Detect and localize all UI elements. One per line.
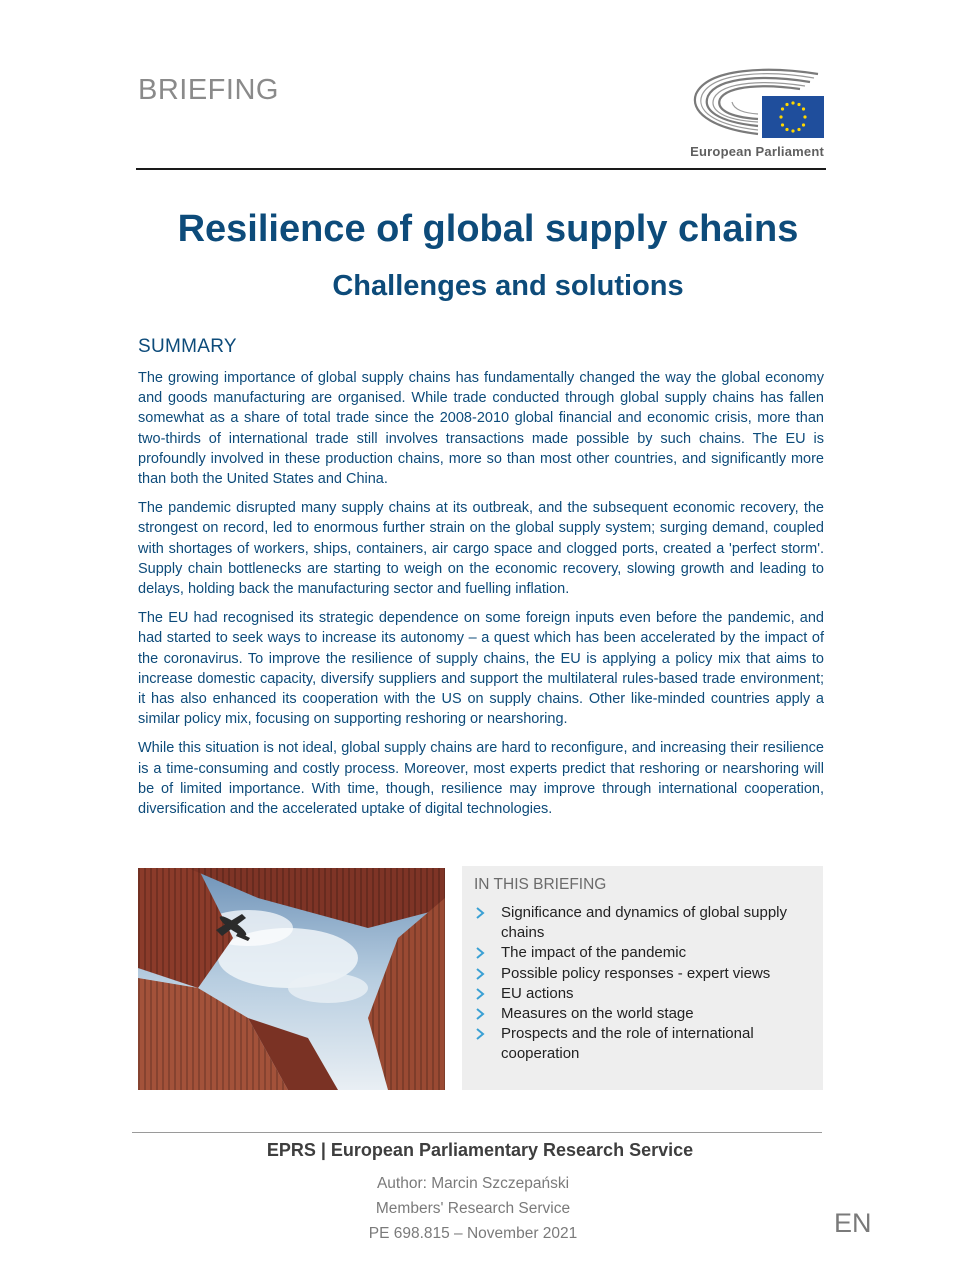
summary-heading: SUMMARY — [138, 336, 237, 357]
toc-item[interactable] — [474, 1004, 811, 1024]
chevron-right-icon — [474, 946, 486, 960]
summary-paragraph: While this situation is not ideal, global supply chains are hard to reconfigure, and increasing their resilience is a time-consuming and costly process. Moreover, most experts predict that reshoring or nearshoring will be of limited importance. With time, though, resilience may improve through international cooperation, diversification and the accelerated uptake of digital technologies. — [138, 740, 824, 818]
summary-paragraph: The growing importance of global supply chains has fundamentally changed the way the global economy and goods manufacturing are organised. While trade conducted through global supply chains has fallen somewhat as a share of total trade since the 2008-2010 global financial and economic crisis, more than two-thirds of international trade still involves transactions made possible by such chains. The EU is profoundly involved in these production chains, more so than most other countries, and significantly more than both the United States and China. — [138, 370, 824, 488]
toc-item-label: Prospects and the role of international cooperation — [501, 1025, 754, 1063]
unit-line: Members' Research Service — [375, 1200, 571, 1217]
summary-paragraph: The EU had recognised its strategic dependence on some foreign inputs even before the pandemic, and had started to seek ways to increase its autonomy – a quest which has been accelerated by the impact of the coronavirus. To improve the resilience of supply chains, the EU is applying a policy mix that aims to increase domestic capacity, diversify suppliers and support the multilateral rules-based trade environment; it has also enhanced its cooperation with the US on supply chains. Other like-minded countries apply a similar policy mix, focusing on supporting reshoring or nearshoring. — [138, 610, 824, 728]
toc-item-label: Possible policy responses - expert views — [501, 964, 771, 982]
chevron-right-icon — [474, 906, 486, 920]
author-line: Author: Marcin Szczepański — [376, 1175, 570, 1192]
toc-item-label: Measures on the world stage — [501, 1005, 694, 1023]
toc-item-label: Significance and dynamics of global supply chains — [501, 904, 788, 942]
chevron-right-icon — [474, 1027, 486, 1041]
page-subtitle: Challenges and solutions — [332, 270, 684, 302]
institution-name: European Parliament — [690, 144, 824, 159]
chevron-right-icon — [474, 987, 486, 1001]
toc-item-label: The impact of the pandemic — [501, 944, 687, 962]
chevron-right-icon — [474, 967, 486, 981]
footer-divider — [132, 1132, 822, 1133]
chevron-right-icon — [474, 1007, 486, 1021]
toc-item[interactable] — [474, 964, 811, 984]
research-service-name: EPRS | European Parliamentary Research Service — [266, 1140, 694, 1160]
toc-item-label: EU actions — [501, 984, 574, 1002]
european-parliament-logo — [688, 64, 824, 162]
document-type-label: BRIEFING — [138, 74, 279, 106]
toc-item[interactable] — [474, 943, 811, 963]
summary-body — [138, 368, 824, 828]
toc-item[interactable] — [474, 903, 811, 943]
header-divider — [136, 168, 826, 170]
toc-list — [474, 903, 811, 1065]
summary-paragraph: The pandemic disrupted many supply chains at its outbreak, and the subsequent economic recovery, the strongest on record, led to enormous further strain on the global supply system; surging demand, coupled with shortages of workers, ships, containers, air cargo space and clogged ports, created a 'perfect storm'. Supply chain bottlenecks are starting to weigh on the economic recovery, slowing growth and leading to delays, holding back the manufacturing sector and fuelling inflation. — [138, 500, 824, 598]
cover-photo-containers-airplane — [138, 868, 445, 1090]
reference-line: PE 698.815 – November 2021 — [368, 1225, 578, 1242]
toc-item[interactable] — [474, 1024, 811, 1064]
toc-heading: IN THIS BRIEFING — [474, 876, 607, 893]
toc-item[interactable] — [474, 984, 811, 1004]
page-title: Resilience of global supply chains — [177, 208, 799, 250]
language-code: EN — [834, 1208, 872, 1238]
hemicycle-flag-icon — [688, 64, 824, 140]
in-this-briefing-box — [462, 866, 823, 1090]
